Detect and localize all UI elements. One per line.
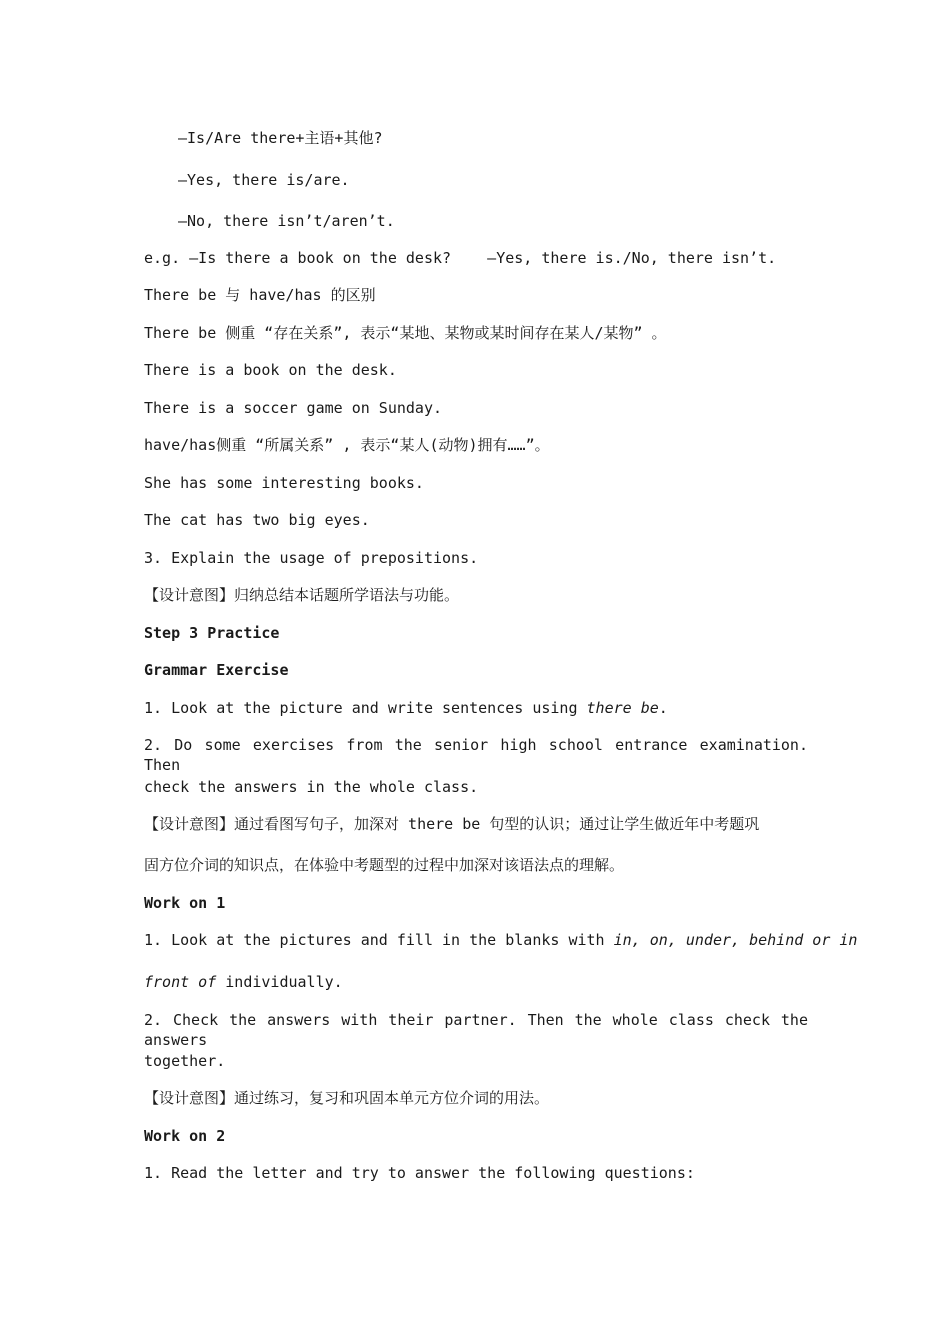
work-2-item-1: 1. Read the letter and try to answer the following questions: xyxy=(144,1164,695,1182)
work-1-item-1-emphasis: in, on, under, behind or in xyxy=(613,931,858,949)
example-sentence-4: The cat has two big eyes. xyxy=(144,511,370,529)
work-1-item-1-line-2 xyxy=(144,972,808,992)
design-intent-3: 【设计意图】通过练习，复习和巩固本单元方位介词的用法。 xyxy=(144,1089,550,1107)
work-1-item-1-line-1 xyxy=(144,930,858,950)
example-sentence-1: There is a book on the desk. xyxy=(144,361,397,379)
difference-title: There be 与 have/has 的区别 xyxy=(144,286,376,304)
design-intent-2-line-1: 【设计意图】通过看图写句子，加深对 there be 句型的认识；通过让学生做近年中考题巩 xyxy=(144,815,760,833)
work-1-item-2-line-2: together. xyxy=(144,1052,226,1070)
grammar-item-2-line-1: 2. Do some exercises from the senior high school entrance examination. Then xyxy=(144,736,808,774)
explain-prepositions-line: 3. Explain the usage of prepositions. xyxy=(144,549,479,567)
question-form-line: —Is/Are there+主语+其他? xyxy=(178,129,383,147)
grammar-item-1-text: 1. Look at the picture and write sentences using xyxy=(144,699,587,717)
work-1-item-1-emphasis-2: front of xyxy=(144,973,217,991)
example-sentence-3: She has some interesting books. xyxy=(144,474,424,492)
work-on-1-heading: Work on 1 xyxy=(144,894,226,912)
grammar-item-1 xyxy=(144,698,808,718)
step-3-heading: Step 3 Practice xyxy=(144,624,280,642)
example-sentence-2: There is a soccer game on Sunday. xyxy=(144,399,443,417)
grammar-exercise-heading: Grammar Exercise xyxy=(144,661,289,679)
no-answer-line: —No, there isn’t/aren’t. xyxy=(178,212,395,230)
work-1-item-2-line-1: 2. Check the answers with their partner. Then the whole class check the answers xyxy=(144,1011,808,1049)
work-on-2-heading: Work on 2 xyxy=(144,1127,226,1145)
grammar-item-1-end: . xyxy=(658,699,668,717)
work-1-item-1-end: individually. xyxy=(216,973,343,991)
design-intent-2-line-2: 固方位介词的知识点，在体验中考题型的过程中加深对该语法点的理解。 xyxy=(144,856,625,874)
there-be-description: There be 侧重 “存在关系”, 表示“某地、某物或某时间存在某人/某物” 。 xyxy=(144,324,667,342)
work-1-item-1-text: 1. Look at the pictures and fill in the blanks with xyxy=(144,931,614,949)
grammar-item-1-emphasis: there be xyxy=(586,699,659,717)
have-has-description: have/has侧重 “所属关系” , 表示“某人(动物)拥有……”。 xyxy=(144,436,550,454)
design-intent-1: 【设计意图】归纳总结本话题所学语法与功能。 xyxy=(144,586,460,604)
yes-answer-line: —Yes, there is/are. xyxy=(178,171,350,189)
grammar-item-2-line-2: check the answers in the whole class. xyxy=(144,778,479,796)
example-line: e.g. —Is there a book on the desk? —Yes, there is./No, there isn’t. xyxy=(144,249,777,267)
